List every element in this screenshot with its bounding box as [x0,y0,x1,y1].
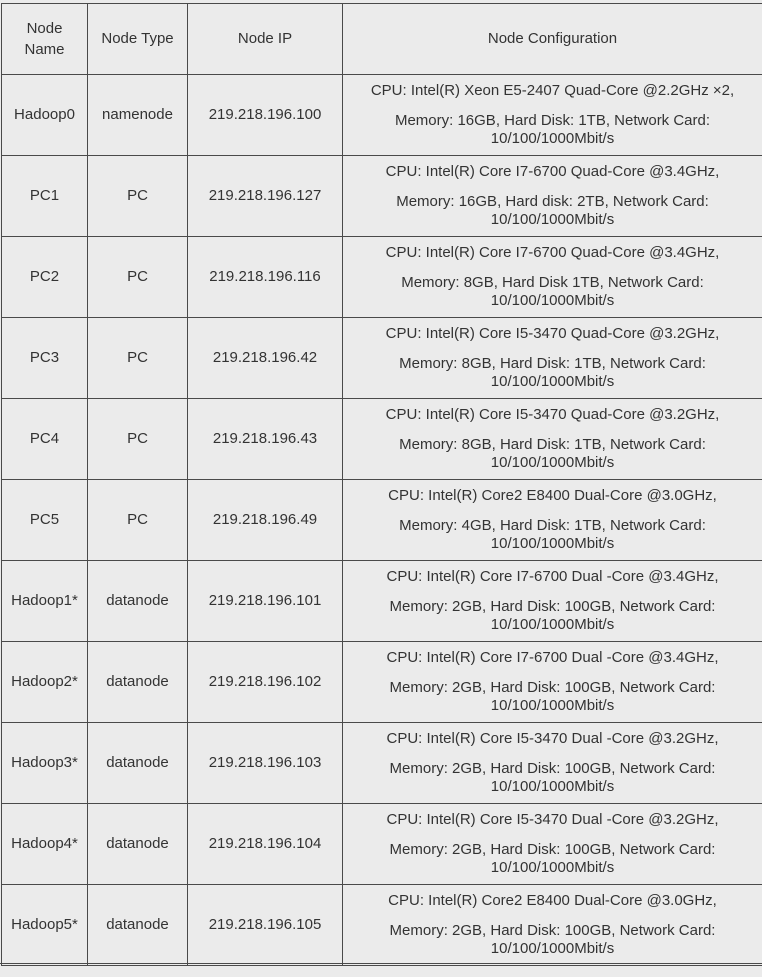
config-network: 10/100/1000Mbit/s [490,373,615,390]
config-memory: Memory: 2GB, Hard Disk: 100GB, Network Card: [389,841,716,858]
cell-node-type: namenode [88,75,188,156]
cell-node-name: Hadoop3* [2,723,88,804]
config-block [346,406,759,472]
config-network: 10/100/1000Mbit/s [490,616,615,633]
config-block [346,163,759,229]
config-network: 10/100/1000Mbit/s [490,778,615,795]
table-row [2,480,762,561]
config-network: 10/100/1000Mbit/s [490,211,615,228]
table-row [2,399,762,480]
cell-node-ip: 219.218.196.127 [188,156,343,237]
cell-node-name: Hadoop0 [2,75,88,156]
table-row [2,318,762,399]
config-memory: Memory: 2GB, Hard Disk: 100GB, Network Card: [389,760,716,777]
config-network: 10/100/1000Mbit/s [490,859,615,876]
cell-node-ip: 219.218.196.49 [188,480,343,561]
config-block [346,811,759,877]
config-memory: Memory: 16GB, Hard disk: 2TB, Network Card: [396,193,709,210]
cell-node-type: datanode [88,723,188,804]
config-memory: Memory: 8GB, Hard Disk: 1TB, Network Card: [399,436,706,453]
cell-node-type: PC [88,318,188,399]
table-row [2,885,762,966]
config-block [346,487,759,553]
cell-node-name: PC1 [2,156,88,237]
cell-node-configuration [343,723,762,804]
cell-node-name: Hadoop1* [2,561,88,642]
config-memory: Memory: 2GB, Hard Disk: 100GB, Network Card: [389,598,716,615]
table-row [2,75,762,156]
cell-node-ip: 219.218.196.104 [188,804,343,885]
cell-node-configuration [343,804,762,885]
table-row [2,804,762,885]
config-cpu: CPU: Intel(R) Core I7-6700 Dual -Core @3.4GHz, [386,649,719,666]
cell-node-type: datanode [88,804,188,885]
config-cpu: CPU: Intel(R) Core I7-6700 Quad-Core @3.4GHz, [385,244,720,261]
header-node-configuration: Node Configuration [343,4,762,75]
cell-node-type: PC [88,399,188,480]
table-header [2,4,762,75]
cell-node-ip: 219.218.196.101 [188,561,343,642]
table-row [2,561,762,642]
cell-node-type: PC [88,480,188,561]
cell-node-type: PC [88,237,188,318]
config-network: 10/100/1000Mbit/s [490,130,615,147]
cell-node-name: PC4 [2,399,88,480]
config-cpu: CPU: Intel(R) Core2 E8400 Dual-Core @3.0GHz, [388,892,717,909]
config-network: 10/100/1000Mbit/s [490,940,615,957]
table-body [2,75,762,966]
config-network: 10/100/1000Mbit/s [490,535,615,552]
cell-node-type: datanode [88,642,188,723]
config-memory: Memory: 8GB, Hard Disk: 1TB, Network Card: [399,355,706,372]
config-memory: Memory: 8GB, Hard Disk 1TB, Network Card: [401,274,704,291]
header-node-ip: Node IP [188,4,343,75]
cell-node-configuration [343,561,762,642]
config-cpu: CPU: Intel(R) Core I7-6700 Dual -Core @3.4GHz, [386,568,719,585]
cell-node-configuration [343,399,762,480]
table-row [2,642,762,723]
config-block [346,568,759,634]
config-cpu: CPU: Intel(R) Core I5-3470 Quad-Core @3.2GHz, [385,325,720,342]
cell-node-configuration [343,642,762,723]
table-row [2,156,762,237]
config-cpu: CPU: Intel(R) Core2 E8400 Dual-Core @3.0GHz, [388,487,717,504]
config-block [346,82,759,148]
cell-node-configuration [343,480,762,561]
header-row [2,4,762,75]
header-node-type: Node Type [88,4,188,75]
cell-node-name: PC5 [2,480,88,561]
table-row [2,723,762,804]
config-block [346,649,759,715]
cell-node-configuration [343,885,762,966]
config-block [346,892,759,958]
config-block [346,730,759,796]
node-table [1,3,762,966]
cell-node-name: PC3 [2,318,88,399]
cell-node-ip: 219.218.196.100 [188,75,343,156]
cell-node-ip: 219.218.196.105 [188,885,343,966]
config-memory: Memory: 2GB, Hard Disk: 100GB, Network Card: [389,679,716,696]
table-bottom-border [0,963,762,964]
cell-node-ip: 219.218.196.42 [188,318,343,399]
config-memory: Memory: 16GB, Hard Disk: 1TB, Network Card: [394,112,711,129]
cell-node-type: datanode [88,561,188,642]
cell-node-configuration [343,318,762,399]
cell-node-configuration [343,156,762,237]
config-network: 10/100/1000Mbit/s [490,697,615,714]
header-node-name: Node Name [2,4,88,75]
config-cpu: CPU: Intel(R) Core I5-3470 Dual -Core @3.2GHz, [386,811,719,828]
config-network: 10/100/1000Mbit/s [490,454,615,471]
cell-node-ip: 219.218.196.116 [188,237,343,318]
cell-node-name: Hadoop2* [2,642,88,723]
cell-node-ip: 219.218.196.102 [188,642,343,723]
config-cpu: CPU: Intel(R) Xeon E5-2407 Quad-Core @2.2GHz ×2, [370,82,735,99]
config-cpu: CPU: Intel(R) Core I5-3470 Quad-Core @3.2GHz, [385,406,720,423]
cell-node-configuration [343,75,762,156]
cell-node-name: Hadoop4* [2,804,88,885]
config-block [346,325,759,391]
cell-node-name: PC2 [2,237,88,318]
table-row [2,237,762,318]
cell-node-type: datanode [88,885,188,966]
cell-node-name: Hadoop5* [2,885,88,966]
config-memory: Memory: 4GB, Hard Disk: 1TB, Network Card: [399,517,706,534]
config-network: 10/100/1000Mbit/s [490,292,615,309]
cell-node-type: PC [88,156,188,237]
config-cpu: CPU: Intel(R) Core I7-6700 Quad-Core @3.4GHz, [385,163,720,180]
cell-node-ip: 219.218.196.43 [188,399,343,480]
config-memory: Memory: 2GB, Hard Disk: 100GB, Network Card: [389,922,716,939]
config-cpu: CPU: Intel(R) Core I5-3470 Dual -Core @3.2GHz, [386,730,719,747]
config-block [346,244,759,310]
cell-node-configuration [343,237,762,318]
cell-node-ip: 219.218.196.103 [188,723,343,804]
